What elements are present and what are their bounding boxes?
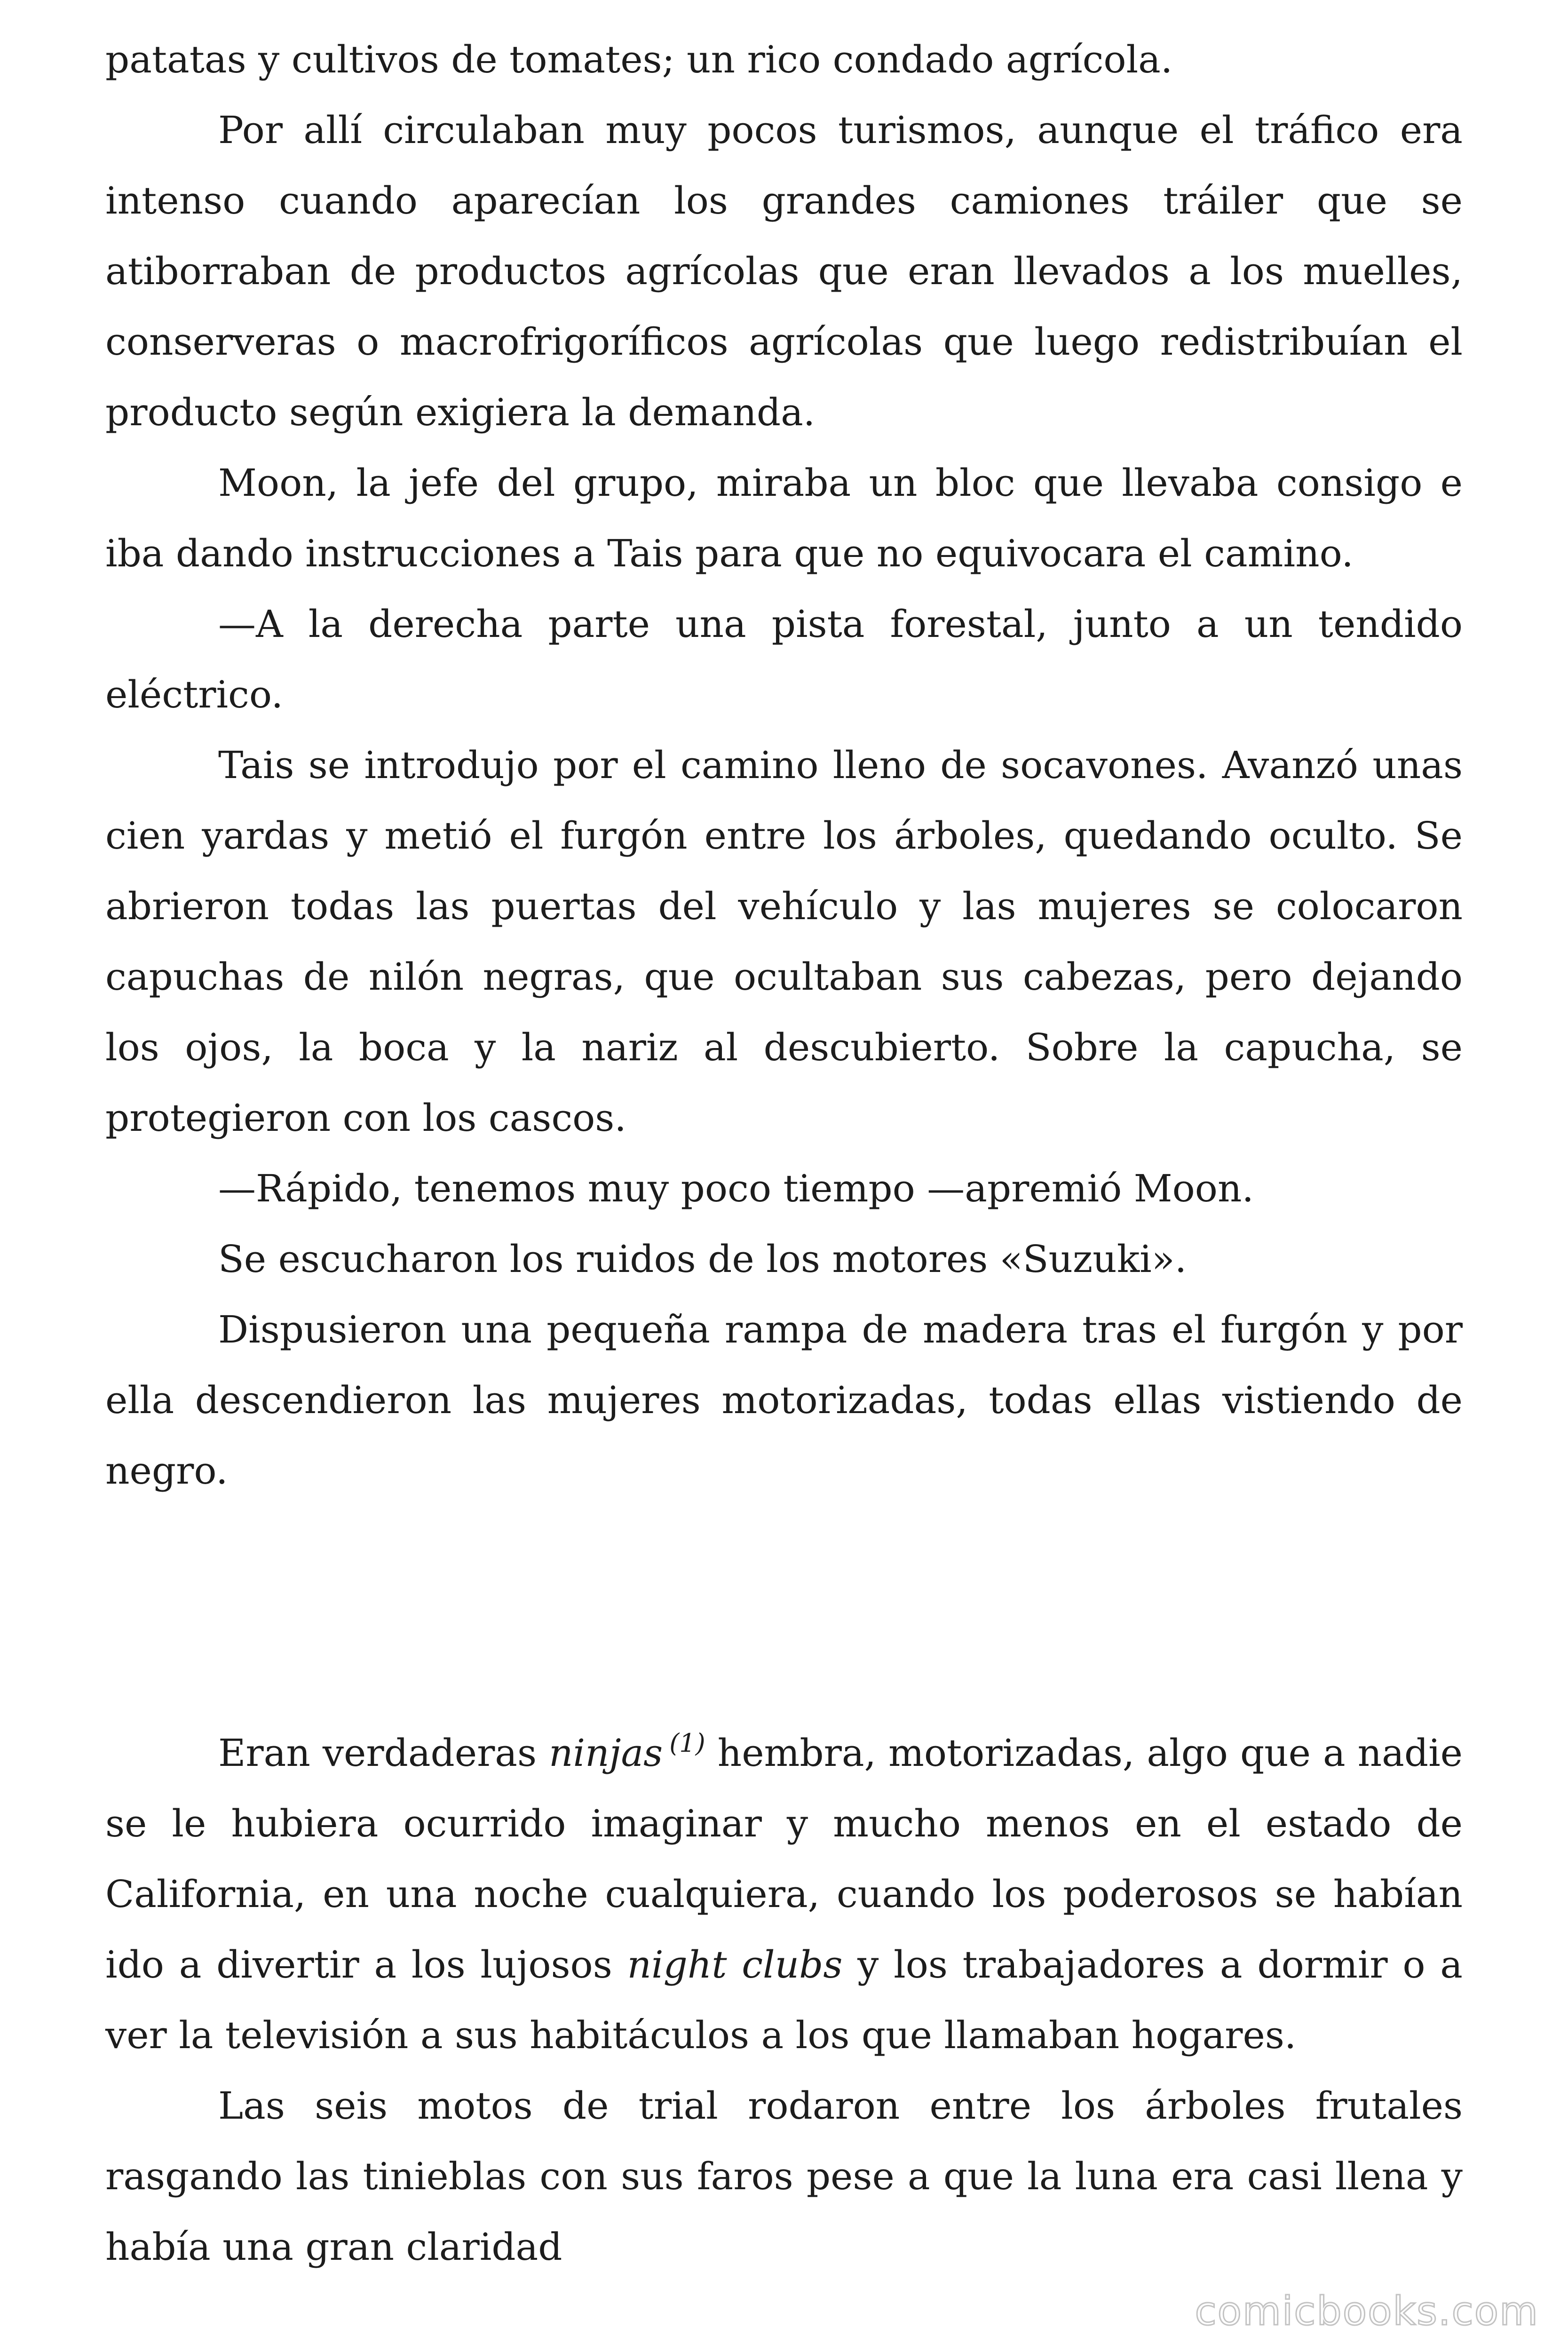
paragraph: Se escucharon los ruidos de los motores «Suzuki». [218,1237,1187,1281]
paragraph [105,1718,1463,2071]
paragraph-continued: patatas y cultivos de tomates; un rico condado agrícola. [105,38,1173,81]
paragraph-text: Eran verdaderas [218,1731,549,1775]
watermark: comicbooks.com [1195,2288,1539,2334]
paragraph: Por allí circulaban muy pocos turismos, aunque el tráfico era intenso cuando aparecían los grandes camiones tráiler que se atiborraban de productos agrícolas que eran llevados a los muelles, conserveras o macrofrigoríficos agrícolas que luego redistribuían el producto según exigiera la demanda. [105,108,1463,434]
italic-term: night clubs [627,1943,843,1986]
paragraph-text: y los trabajadores a dormir o a ver la televisión a sus habitáculos a los que llamaban hogares. [105,1943,1463,2057]
paragraph: Las seis motos de trial rodaron entre los árboles frutales rasgando las tinieblas con sus faros pese a que la luna era casi llena y había una gran claridad [105,2084,1463,2269]
book-page-text [105,24,1463,2282]
paragraph: Tais se introdujo por el camino lleno de socavones. Avanzó unas cien yardas y metió el furgón entre los árboles, quedando oculto. Se abrieron todas las puertas del vehículo y las mujeres se colocaron capuchas de nilón negras, que ocultaban sus cabezas, pero dejando los ojos, la boca y la nariz al descubierto. Sobre la capucha, se protegieron con los cascos. [105,743,1463,1140]
italic-term: ninjas [549,1731,663,1775]
dialogue-paragraph: —Rápido, tenemos muy poco tiempo —apremió Moon. [218,1167,1254,1210]
section-break [105,1506,1463,1718]
dialogue-paragraph: —A la derecha parte una pista forestal, junto a un tendido eléctrico. [105,602,1463,716]
paragraph: Dispusieron una pequeña rampa de madera tras el furgón y por ella descendieron las mujeres motorizadas, todas ellas vistiendo de negro. [105,1308,1463,1493]
paragraph: Moon, la jefe del grupo, miraba un bloc que llevaba consigo e iba dando instrucciones a Tais para que no equivocara el camino. [105,461,1463,575]
footnote-marker: (1) [669,1728,705,1758]
paragraph-text: hembra, motorizadas, algo que a nadie se le hubiera ocurrido imaginar y mucho menos en el estado de California, en una noche cualquiera, cuando los poderosos se habían ido a divertir a los lujosos [105,1731,1463,1986]
